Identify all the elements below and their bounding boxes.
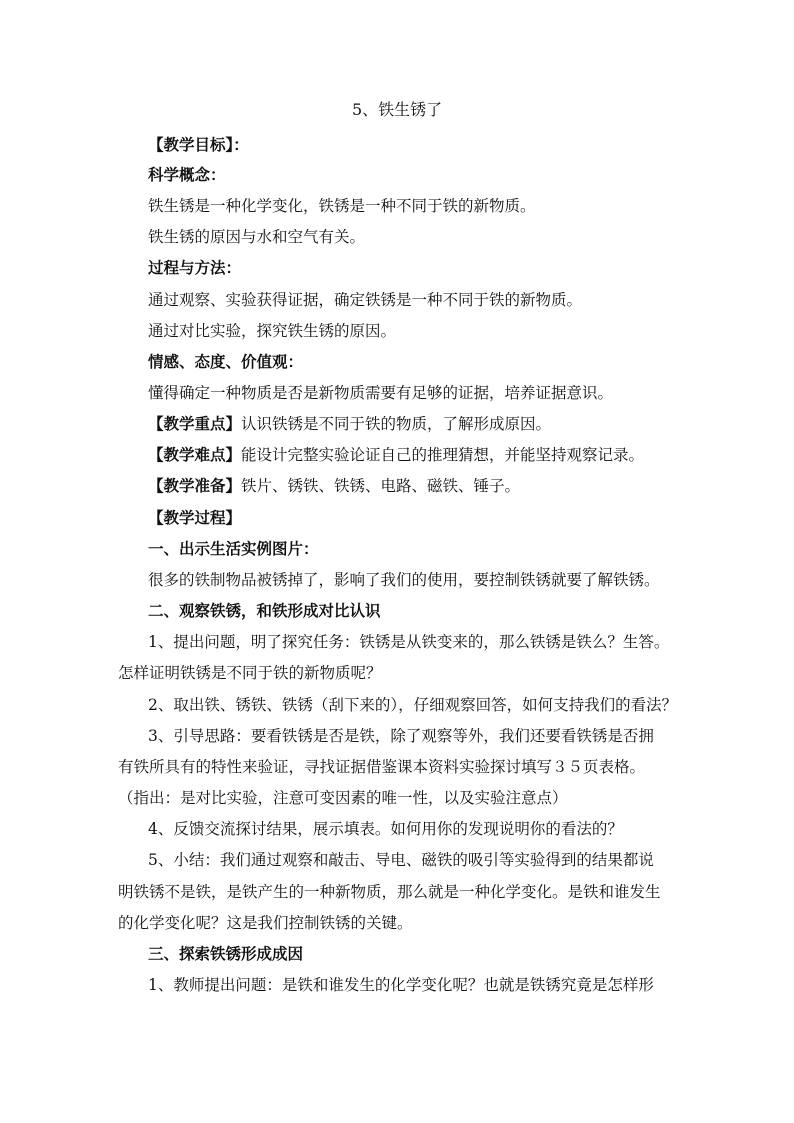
step2-item3-line2: 有铁所具有的特性来验证，寻找证据借鉴课本资料实验探讨填写３５页表格。 [118,758,646,776]
preparation-label: 【教学准备】 [148,476,242,495]
step2-item3-line3: （指出：是对比实验，注意可变因素的唯一性，以及实验注意点） [118,789,568,807]
concept-line-1: 铁生锈是一种化学变化，铁锈是一种不同于铁的新物质。 [148,197,536,215]
concept-line-2: 铁生锈的原因与水和空气有关。 [148,228,366,246]
step2-item1-line1: 1、提出问题，明了探究任务：铁锈是从铁变来的，那么铁锈是铁么？生答。 [148,633,670,651]
process-method-heading: 过程与方法： [148,258,242,277]
preparation-line [148,476,520,496]
key-point-text: 认识铁锈是不同于铁的物质，了解形成原因。 [241,415,552,433]
preparation-text: 铁片、锈铁、铁锈、电路、磁铁、锤子。 [241,477,521,495]
objectives-heading: 【教学目标】： [148,135,249,154]
step2-item3-line1: 3、引导思路：要看铁锈是否是铁，除了观察等外，我们还要看铁锈是否拥 [148,727,654,745]
step2-item1-line2: 怎样证明铁锈是不同于铁的新物质呢？ [118,664,382,682]
science-concept-heading: 科学概念： [148,165,226,184]
step2-item2: 2、取出铁、锈铁、铁锈（刮下来的），仔细观察回答，如何支持我们的看法？ [148,696,678,714]
process-line-2: 通过对比实验，探究铁生锈的原因。 [148,322,397,340]
step1-heading: 一、出示生活实例图片： [148,539,319,558]
emotion-heading: 情感、态度、价值观： [148,352,304,371]
teaching-process-heading: 【教学过程】 [148,508,242,527]
emotion-line-1: 懂得确定一种物质是否是新物质需要有足够的证据，培养证据意识。 [148,384,614,402]
step1-text: 很多的铁制物品被锈掉了，影响了我们的使用，要控制铁锈就要了解铁锈。 [148,571,660,589]
step2-item5-line2: 明铁锈不是铁，是铁产生的一种新物质，那么就是一种化学变化。是铁和谁发生 [118,883,661,901]
step3-item1: 1、教师提出问题：是铁和谁发生的化学变化呢？也就是铁锈究竟是怎样形 [148,976,654,994]
step3-heading: 三、探索铁锈形成成因 [148,944,304,963]
document-title: 5、铁生锈了 [352,100,443,119]
key-point-label: 【教学重点】 [148,414,242,433]
step2-heading: 二、观察铁锈，和铁形成对比认识 [148,601,381,620]
difficulty-line [148,445,644,465]
process-line-1: 通过观察、实验获得证据，确定铁锈是一种不同于铁的新物质。 [148,291,583,309]
step2-item5-line3: 的化学变化呢？这是我们控制铁锈的关键。 [118,914,413,932]
key-point-line [148,414,551,434]
step2-item4: 4、反馈交流探讨结果，展示填表。如何用你的发现说明你的看法的？ [148,820,623,838]
difficulty-label: 【教学难点】 [148,445,242,464]
difficulty-text: 能设计完整实验论证自己的推理猜想，并能坚持观察记录。 [241,446,645,464]
step2-item5-line1: 5、小结：我们通过观察和敲击、导电、磁铁的吸引等实验得到的结果都说 [148,851,654,869]
